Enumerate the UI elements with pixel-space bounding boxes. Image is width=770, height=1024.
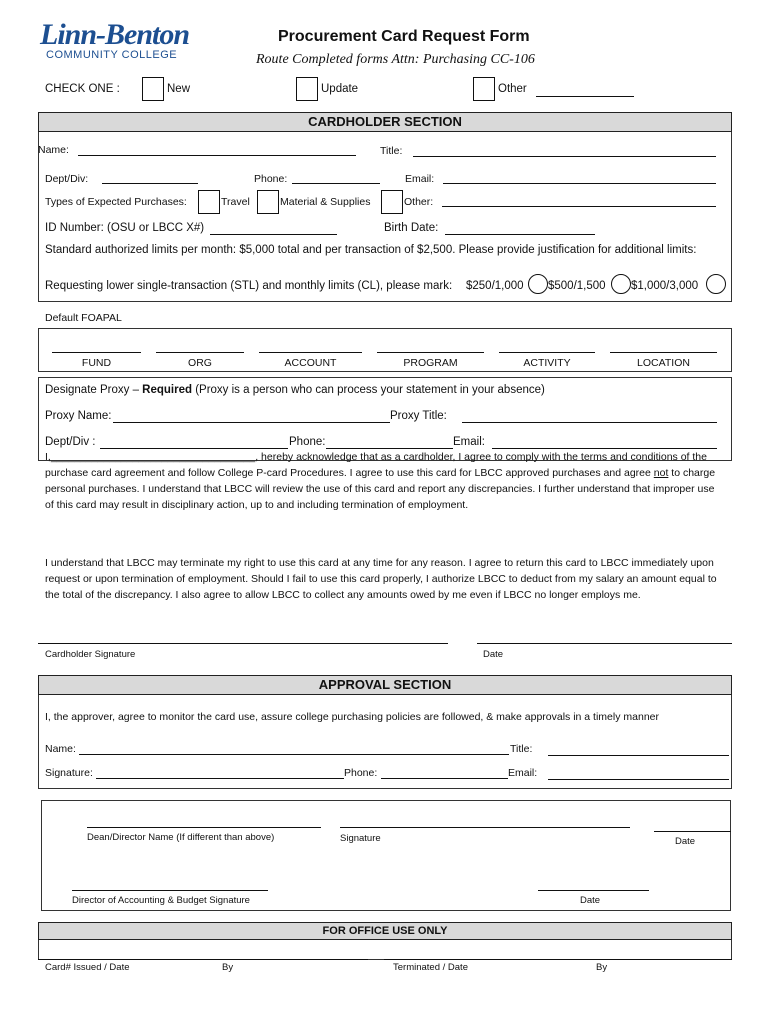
other-label: Other (498, 83, 527, 95)
dean-date-label: Date (675, 836, 696, 847)
phone-label: Phone: (254, 173, 288, 185)
other-type-checkbox[interactable] (381, 190, 403, 214)
dean-name-label: Dean/Director Name (If different than above) (87, 832, 275, 843)
director-signature-label: Director of Accounting & Budget Signature (72, 895, 250, 906)
cardholder-date-label: Date (483, 649, 504, 660)
program-field[interactable] (377, 352, 484, 353)
limit-option-500-label: $500/1,500 (548, 280, 606, 292)
proxy-heading (45, 384, 545, 396)
approver-phone-field[interactable] (381, 778, 508, 779)
approver-title-label: Title: (510, 743, 533, 755)
approver-statement: I, the approver, agree to monitor the card use, assure college purchasing policies are followed, & make approvals in a timely manner (45, 711, 659, 723)
travel-label: Travel (221, 196, 250, 208)
activity-field[interactable] (499, 352, 595, 353)
dept-label: Dept/Div: (45, 173, 89, 185)
other-type-field[interactable] (442, 206, 716, 207)
approver-title-field[interactable] (548, 755, 729, 756)
foapal-label: Default FOAPAL (45, 312, 122, 324)
account-field[interactable] (259, 352, 362, 353)
approver-name-field[interactable] (79, 754, 509, 755)
program-label: PROGRAM (403, 357, 458, 369)
id-field[interactable] (210, 234, 337, 235)
email-label: Email: (405, 173, 435, 185)
proxy-name-label: Proxy Name: (45, 410, 112, 422)
proxy-dept-label: Dept/Div : (45, 436, 96, 448)
account-label: ACCOUNT (284, 357, 337, 369)
approval-section-header: APPROVAL SECTION (38, 675, 732, 695)
other-checkbox[interactable] (473, 77, 495, 101)
card-issued-label: Card# Issued / Date (45, 962, 130, 973)
terminated-label: Terminated / Date (393, 962, 468, 973)
limit-option-250-radio[interactable] (528, 274, 548, 294)
proxy-title-label: Proxy Title: (390, 410, 447, 422)
agreement-p1-a: I,___________________________________, hereby acknowledge that as a cardholder, I agree to comply with the terms and conditions of the purchase card agreement and follow College P-card Procedures. I agree to use this card for LBCC approved purchases and agree (45, 451, 707, 479)
director-date-field[interactable] (538, 890, 649, 891)
check-one-label: CHECK ONE : (45, 83, 120, 95)
material-supplies-checkbox[interactable] (257, 190, 279, 214)
material-supplies-label: Material & Supplies (280, 196, 371, 208)
new-label: New (167, 83, 191, 95)
proxy-required: Required (142, 384, 193, 396)
proxy-phone-label: Phone: (289, 436, 326, 448)
id-label: ID Number: (OSU or LBCC X#) (45, 222, 205, 234)
cardholder-section-header: CARDHOLDER SECTION (38, 112, 732, 132)
cardholder-date-field[interactable] (477, 643, 732, 644)
proxy-email-label: Email: (453, 436, 485, 448)
dean-signature-field[interactable] (340, 827, 630, 828)
logo-main-text: Linn-Benton (40, 18, 190, 51)
director-date-label: Date (580, 895, 601, 906)
birth-date-field[interactable] (445, 234, 595, 235)
lower-limits-text: Requesting lower single-transaction (STL) and monthly limits (CL), please mark: (45, 280, 453, 292)
fund-label: FUND (81, 357, 112, 369)
logo-sub-text: COMMUNITY COLLEGE (46, 49, 178, 61)
name-field[interactable] (78, 155, 356, 156)
org-field[interactable] (156, 352, 244, 353)
fund-field[interactable] (52, 352, 141, 353)
director-signature-field[interactable] (72, 890, 268, 891)
birth-date-label: Birth Date: (384, 222, 439, 234)
update-checkbox[interactable] (296, 77, 318, 101)
dept-field[interactable] (102, 183, 198, 184)
form-subtitle: Route Completed forms Attn: Purchasing CC-106 (256, 52, 535, 67)
office-use-header: FOR OFFICE USE ONLY (38, 922, 732, 940)
approver-email-field[interactable] (548, 779, 729, 780)
limit-option-1000-label: $1,000/3,000 (631, 280, 699, 292)
approver-email-label: Email: (508, 767, 538, 779)
office-use-box (38, 940, 732, 960)
org-label: ORG (188, 357, 212, 369)
new-checkbox[interactable] (142, 77, 164, 101)
limit-option-500-radio[interactable] (611, 274, 631, 294)
terminated-by-label: By (596, 962, 608, 973)
limit-option-250-label: $250/1,000 (466, 280, 524, 292)
phone-field[interactable] (292, 183, 380, 184)
location-field[interactable] (610, 352, 717, 353)
types-label: Types of Expected Purchases: (45, 196, 187, 208)
other-input-line[interactable] (536, 96, 634, 97)
dean-name-field[interactable] (87, 827, 321, 828)
approver-phone-label: Phone: (344, 767, 378, 779)
agreement-paragraph-2: I understand that LBCC may terminate my right to use this card at any time for any reason. I agree to return this card to LBCC immediately upon request or upon termination of employment. Should I fail to use this card properly, I authorize LBCC to deduct from my salary an amount equal to the total of the discrepancy. I also agree to allow LBCC to collect any amounts owed by me even if LBCC no longer employs me. (45, 557, 717, 601)
title-label: Title: (380, 145, 403, 157)
approver-name-label: Name: (45, 743, 76, 755)
card-issued-field[interactable] (38, 959, 368, 960)
update-label: Update (321, 83, 359, 95)
agreement-not: not (653, 467, 669, 479)
limits-text: Standard authorized limits per month: $5,000 total and per transaction of $2,500. Please provide justification for additional limits: (45, 244, 697, 256)
cardholder-signature-label: Cardholder Signature (45, 649, 136, 660)
limit-option-1000-radio[interactable] (706, 274, 726, 294)
agreement-p1-b: to charge personal purchases. I understand that LBCC will review the use of this card and report any discrepancies. I further understand that improper use of this card may result in disciplinary action, up to and including termination of employment. (45, 467, 716, 511)
proxy-heading-post: (Proxy is a person who can process your statement in your absence) (192, 384, 545, 396)
terminated-field[interactable] (384, 959, 732, 960)
proxy-heading-pre: Designate Proxy – (45, 384, 143, 396)
travel-checkbox[interactable] (198, 190, 220, 214)
dean-signature-label: Signature (340, 833, 381, 844)
dean-date-field[interactable] (654, 831, 731, 832)
location-label: LOCATION (637, 357, 690, 369)
issued-by-label: By (222, 962, 234, 973)
other-type-label: Other: (404, 196, 434, 208)
cardholder-signature-field[interactable] (38, 643, 448, 644)
form-title: Procurement Card Request Form (278, 28, 530, 45)
proxy-name-field[interactable] (113, 422, 390, 423)
approver-signature-field[interactable] (96, 778, 344, 779)
name-label: Name: (38, 144, 69, 156)
title-field[interactable] (413, 156, 716, 157)
proxy-title-field[interactable] (462, 422, 717, 423)
approval-section-box (38, 695, 732, 789)
activity-label: ACTIVITY (523, 357, 571, 369)
logo (40, 18, 210, 70)
agreement-paragraph-1 (45, 449, 725, 513)
approver-signature-label: Signature: (45, 767, 93, 779)
email-field[interactable] (443, 183, 716, 184)
